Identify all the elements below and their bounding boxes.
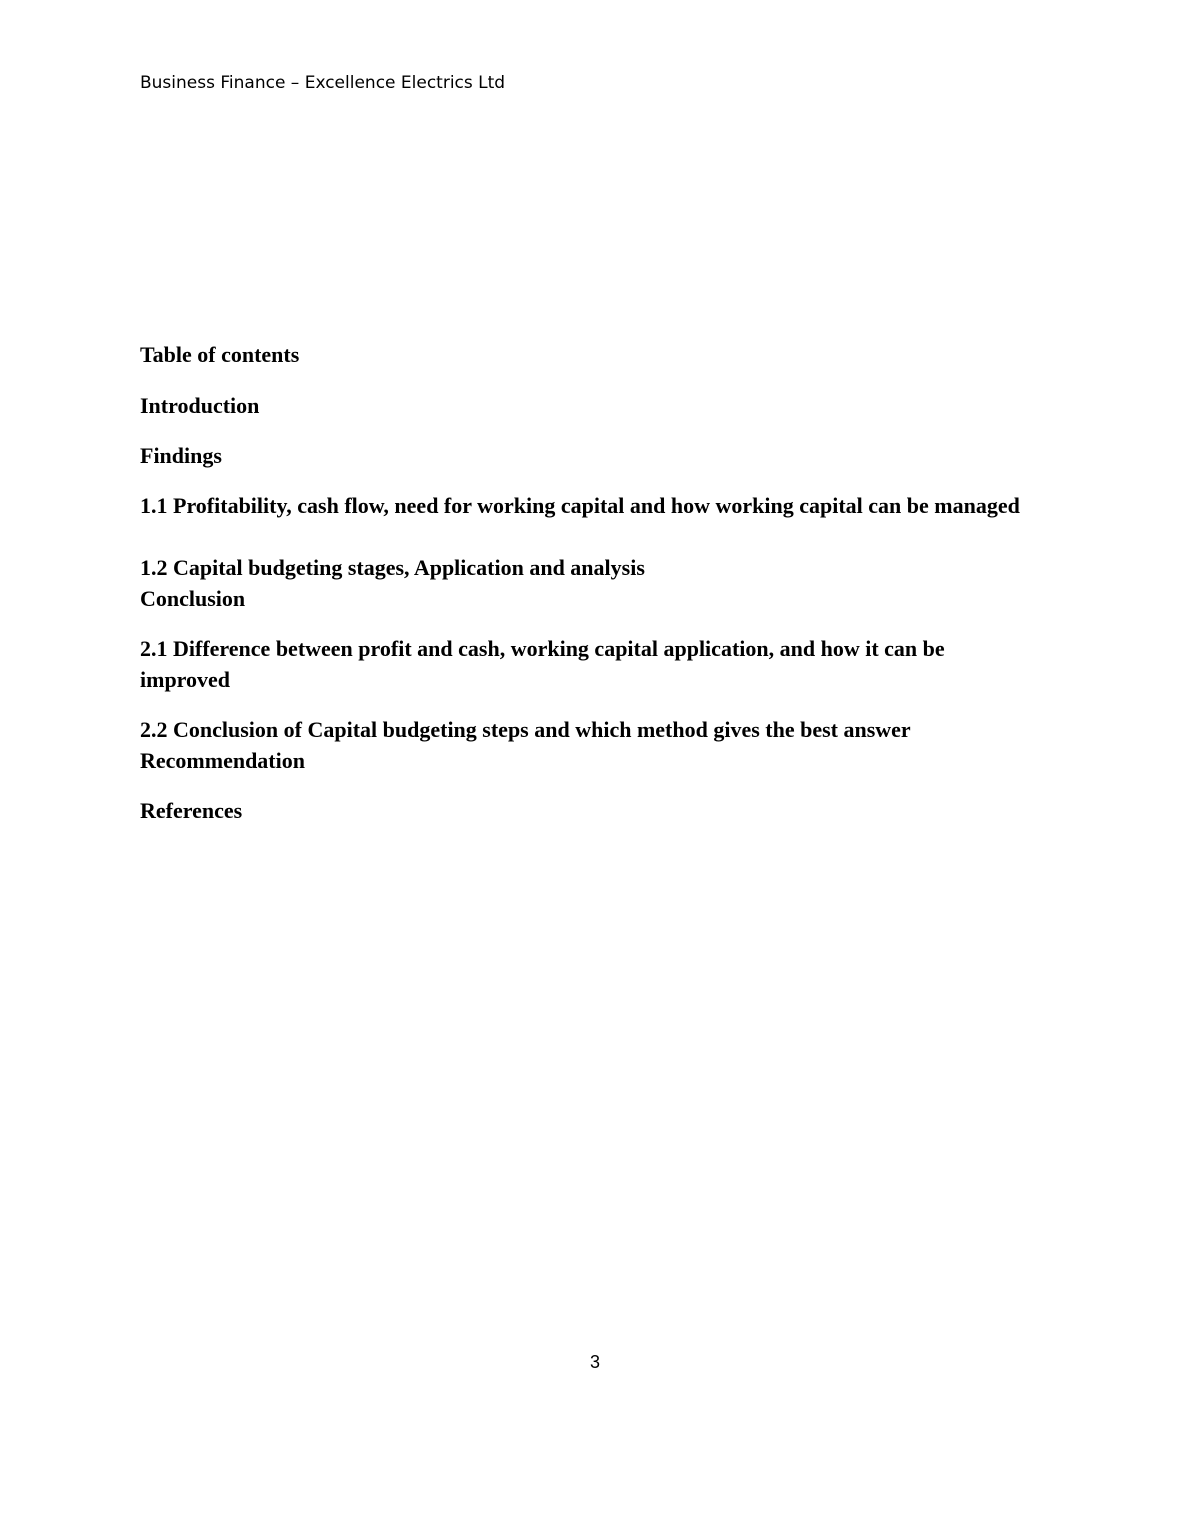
toc-title: Table of contents xyxy=(140,342,300,367)
page-header: Business Finance – Excellence Electrics Ltd xyxy=(140,73,506,93)
toc-item-2-1: 2.1 Difference between profit and cash, working capital application, and how it can be improved xyxy=(140,636,945,692)
toc-item-conclusion: Conclusion xyxy=(140,586,246,611)
toc-item-references: References xyxy=(140,798,243,823)
toc-item-1-2: 1.2 Capital budgeting stages, Application and analysis xyxy=(140,555,645,580)
page-number: 3 xyxy=(589,1352,600,1372)
toc-item-introduction: Introduction xyxy=(140,393,260,418)
toc-item-2-2: 2.2 Conclusion of Capital budgeting steps and which method gives the best answer xyxy=(140,717,911,742)
toc-item-findings: Findings xyxy=(140,443,222,468)
toc-item-recommendation: Recommendation xyxy=(140,748,305,773)
toc-item-1-1: 1.1 Profitability, cash flow, need for working capital and how working capital can be managed xyxy=(140,493,1020,518)
